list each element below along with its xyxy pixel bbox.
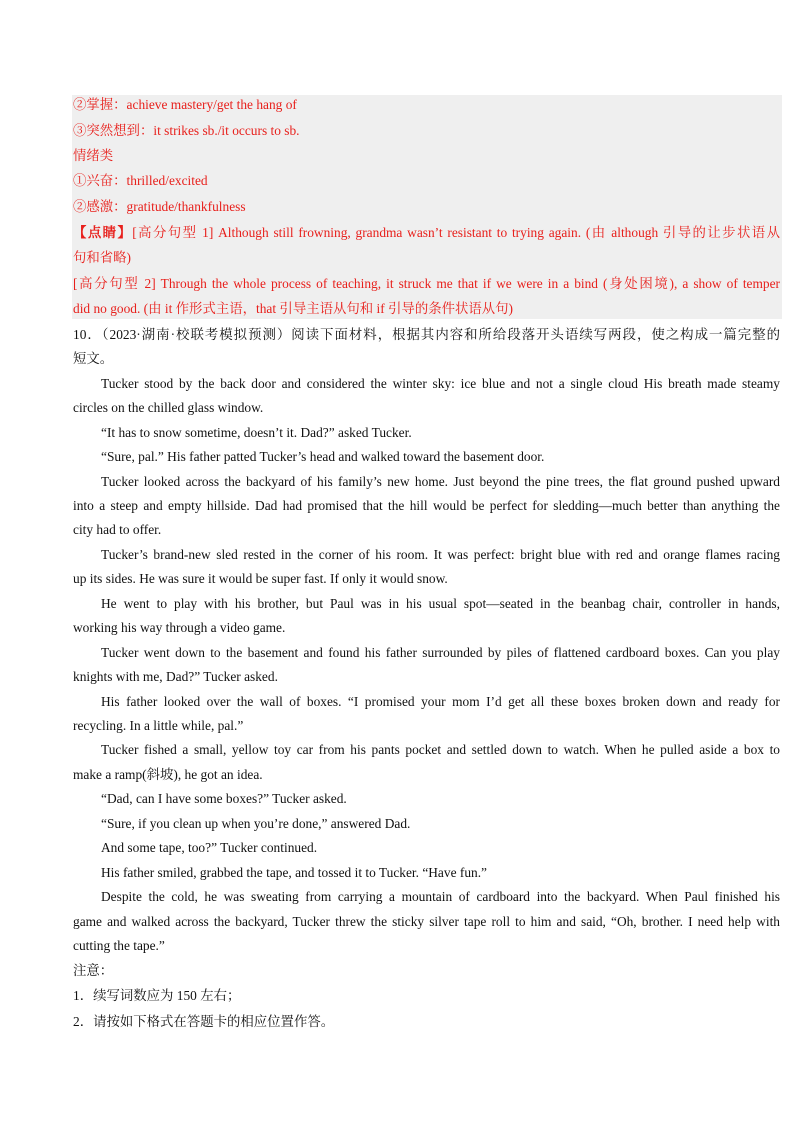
story-paragraph-12: And some tape, too?” Tucker continued. [101, 840, 318, 855]
story-paragraph-14-cont: game and walked across the backyard, Tucker threw the sticky silver tape roll to him and said, “Oh, brother. I need help with [73, 914, 780, 929]
story-paragraph-1-cont: circles on the chilled glass window. [73, 400, 264, 415]
story-paragraph-14-end: cutting the tape.” [73, 938, 165, 953]
story-paragraph-14: Despite the cold, he was sweating from carrying a mountain of cardboard into the backyard. When Paul finished his [101, 889, 780, 904]
notes-title: 注意： [73, 963, 114, 978]
story-paragraph-4-cont: into a steep and empty hillside. Dad had promised that the hill would be perfect for sledding—much better than anything the [73, 498, 780, 513]
highlight-heading-emotion: 情绪类 [73, 148, 114, 163]
story-paragraph-1: Tucker stood by the back door and considered the winter sky: ice blue and not a single cloud His breath made steamy [101, 376, 780, 391]
story-paragraph-3: “Sure, pal.” His father patted Tucker’s head and walked toward the basement door. [101, 449, 545, 464]
highlight-sentence-2: [高分句型 2] Through the whole process of teaching, it struck me that if we were in a bind (身处困境), a show of temper [73, 276, 780, 291]
highlight-line-2: ③突然想到：it strikes sb./it occurs to sb. [73, 123, 300, 138]
highlight-sentence-1-cont: 句和省略) [73, 250, 132, 265]
highlight-sentence-2-cont: did no good. (由 it 作形式主语，that 引导主语从句和 if 引导的条件状语从句) [73, 301, 514, 316]
story-paragraph-13: His father smiled, grabbed the tape, and tossed it to Tucker. “Have fun.” [101, 865, 487, 880]
story-paragraph-9: Tucker fished a small, yellow toy car from his pants pocket and settled down to watch. When he pulled aside a box to [101, 742, 780, 757]
story-paragraph-10: “Dad, can I have some boxes?” Tucker asked. [101, 791, 347, 806]
highlight-line-1: ②掌握：achieve mastery/get the hang of [73, 97, 297, 112]
story-paragraph-5-cont: up its sides. He was sure it would be super fast. If only it would snow. [73, 571, 448, 586]
story-paragraph-5: Tucker’s brand-new sled rested in the corner of his room. It was perfect: bright blue with red and orange flames racing [101, 547, 780, 562]
highlight-tag: 【点睛】 [73, 225, 133, 240]
story-paragraph-6: He went to play with his brother, but Paul was in his usual spot—seated in the beanbag chair, controller in hands, [101, 596, 780, 611]
note-item-2: 2．请按如下格式在答题卡的相应位置作答。 [73, 1014, 335, 1029]
story-paragraph-9-cont: make a ramp(斜坡), he got an idea. [73, 767, 263, 782]
story-paragraph-2: “It has to snow sometime, doesn’t it. Dad?” asked Tucker. [101, 425, 412, 440]
highlight-line-5: ②感激：gratitude/thankfulness [73, 199, 246, 214]
story-paragraph-11: “Sure, if you clean up when you’re done,” answered Dad. [101, 816, 411, 831]
note-item-1: 1．续写词数应为 150 左右； [73, 988, 241, 1003]
story-paragraph-6-cont: working his way through a video game. [73, 620, 286, 635]
highlight-line-4: ①兴奋：thrilled/excited [73, 173, 208, 188]
story-paragraph-4: Tucker looked across the backyard of his family’s new home. Just beyond the pine trees, the flat ground pushed upward [101, 474, 780, 489]
question-header-cont: 短文。 [73, 351, 114, 366]
story-paragraph-7: Tucker went down to the basement and found his father surrounded by piles of flattened cardboard boxes. Can you play [101, 645, 780, 660]
story-paragraph-4-end: city had to offer. [73, 522, 162, 537]
question-header: 10．（2023·湖南·校联考模拟预测）阅读下面材料，根据其内容和所给段落开头语续写两段，使之构成一篇完整的 [73, 327, 780, 342]
story-paragraph-8-cont: recycling. In a little while, pal.” [73, 718, 244, 733]
story-paragraph-7-cont: knights with me, Dad?” Tucker asked. [73, 669, 278, 684]
highlight-sentence-1 [73, 223, 780, 243]
story-paragraph-8: His father looked over the wall of boxes. “I promised your mom I’d get all these boxes broken down and ready for [101, 694, 780, 709]
highlight-sentence-1-text: [高分句型 1] Although still frowning, grandma wasn’t resistant to trying again. (由 although 引导的让步状语从 [132, 225, 781, 240]
